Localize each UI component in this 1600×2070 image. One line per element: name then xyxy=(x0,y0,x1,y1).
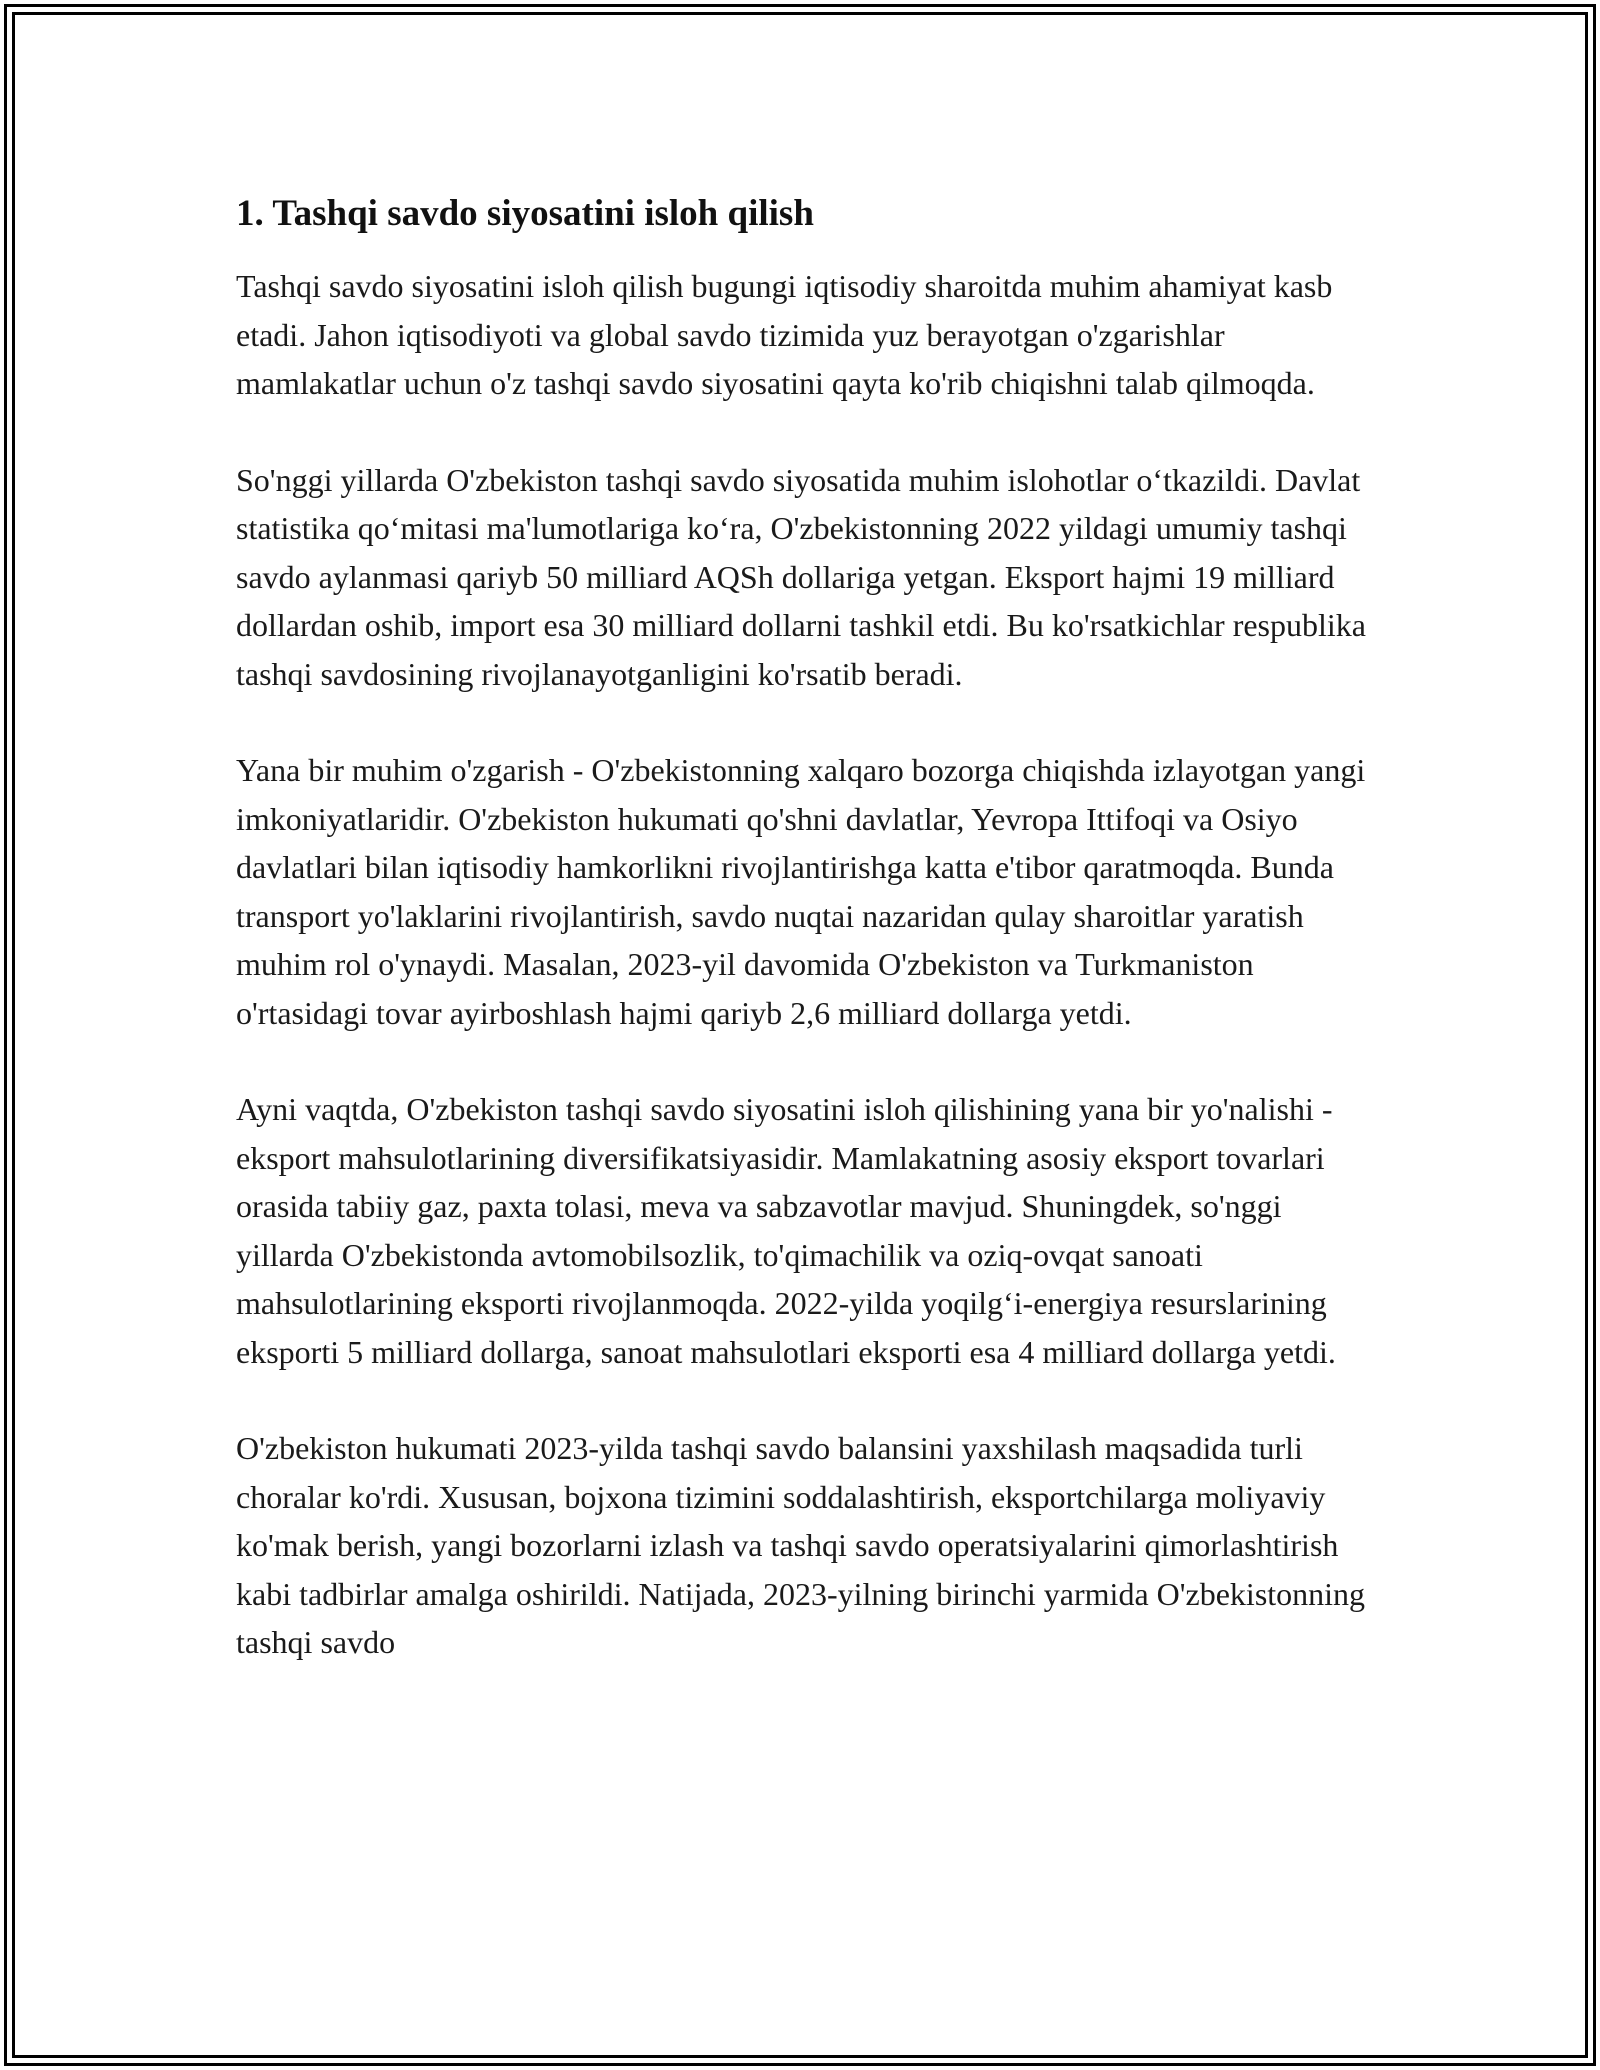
paragraph-government-measures: O'zbekiston hukumati 2023-yilda tashqi savdo balansini yaxshilash maqsadida turli choralar ko'rdi. Xususan, bojxona tizimini soddalashtirish, eksportchilarga moliyaviy ko'mak berish, yangi bozorlarni izlash va tashqi savdo operatsiyalarini qimorlashtirish kabi tadbirlar amalga oshirildi. Natijada, 2023-yilning birinchi yarmida O'zbekistonning tashqi savdo xyxy=(236,1430,1366,1660)
paragraph-international-cooperation: Yana bir muhim o'zgarish - O'zbekistonning xalqaro bozorga chiqishda izlayotgan yangi imkoniyatlaridir. O'zbekiston hukumati qo'shni davlatlar, Yevropa Ittifoqi va Osiyo davlatlari bilan iqtisodiy hamkorlikni rivojlantirishga katta e'tibor qaratmoqda. Bunda transport yo'laklarini rivojlantirish, savdo nuqtai nazaridan qulay sharoitlar yaratish muhim rol o'ynaydi. Masalan, 2023-yil davomida O'zbekiston va Turkmaniston o'rtasidagi tovar ayirboshlash hajmi qariyb 2,6 milliard dollarga yetdi. xyxy=(236,752,1366,1031)
paragraph-export-diversification: Ayni vaqtda, O'zbekiston tashqi savdo siyosatini isloh qilishining yana bir yo'nalishi - eksport mahsulotlarining diversifikatsiyasidir. Mamlakatning asosiy eksport tovarlari orasida tabiiy gaz, paxta tolasi, meva va sabzavotlar mavjud. Shuningdek, so'nggi yillarda O'zbekistonda avtomobilsozlik, to'qimachilik va oziq-ovqat sanoati mahsulotlarining eksporti rivojlanmoqda. 2022-yilda yoqilg‘i-energiya resurslarining eksporti 5 milliard dollarga, sanoat mahsulotlari eksporti esa 4 milliard dollarga yetdi. xyxy=(236,1091,1336,1370)
document-body xyxy=(236,188,1366,1667)
paragraph-intro: Tashqi savdo siyosatini isloh qilish bugungi iqtisodiy sharoitda muhim ahamiyat kasb etadi. Jahon iqtisodiyoti va global savdo tizimida yuz berayotgan o'zgarishlar mamlakatlar uchun o'z tashqi savdo siyosatini qayta ko'rib chiqishni talab qilmoqda. xyxy=(236,268,1333,401)
section-heading: 1. Tashqi savdo siyosatini isloh qilish xyxy=(236,193,814,234)
paragraph-trade-statistics: So'nggi yillarda O'zbekiston tashqi savdo siyosatida muhim islohotlar o‘tkazildi. Davlat statistika qo‘mitasi ma'lumotlariga ko‘ra, O'zbekistonning 2022 yildagi umumiy tashqi savdo aylanmasi qariyb 50 milliard AQSh dollariga yetgan. Eksport hajmi 19 milliard dollardan oshib, import esa 30 milliard dollarni tashkil etdi. Bu ko'rsatkichlar respublika tashqi savdosining rivojlanayotganligini ko'rsatib beradi. xyxy=(236,461,1366,692)
